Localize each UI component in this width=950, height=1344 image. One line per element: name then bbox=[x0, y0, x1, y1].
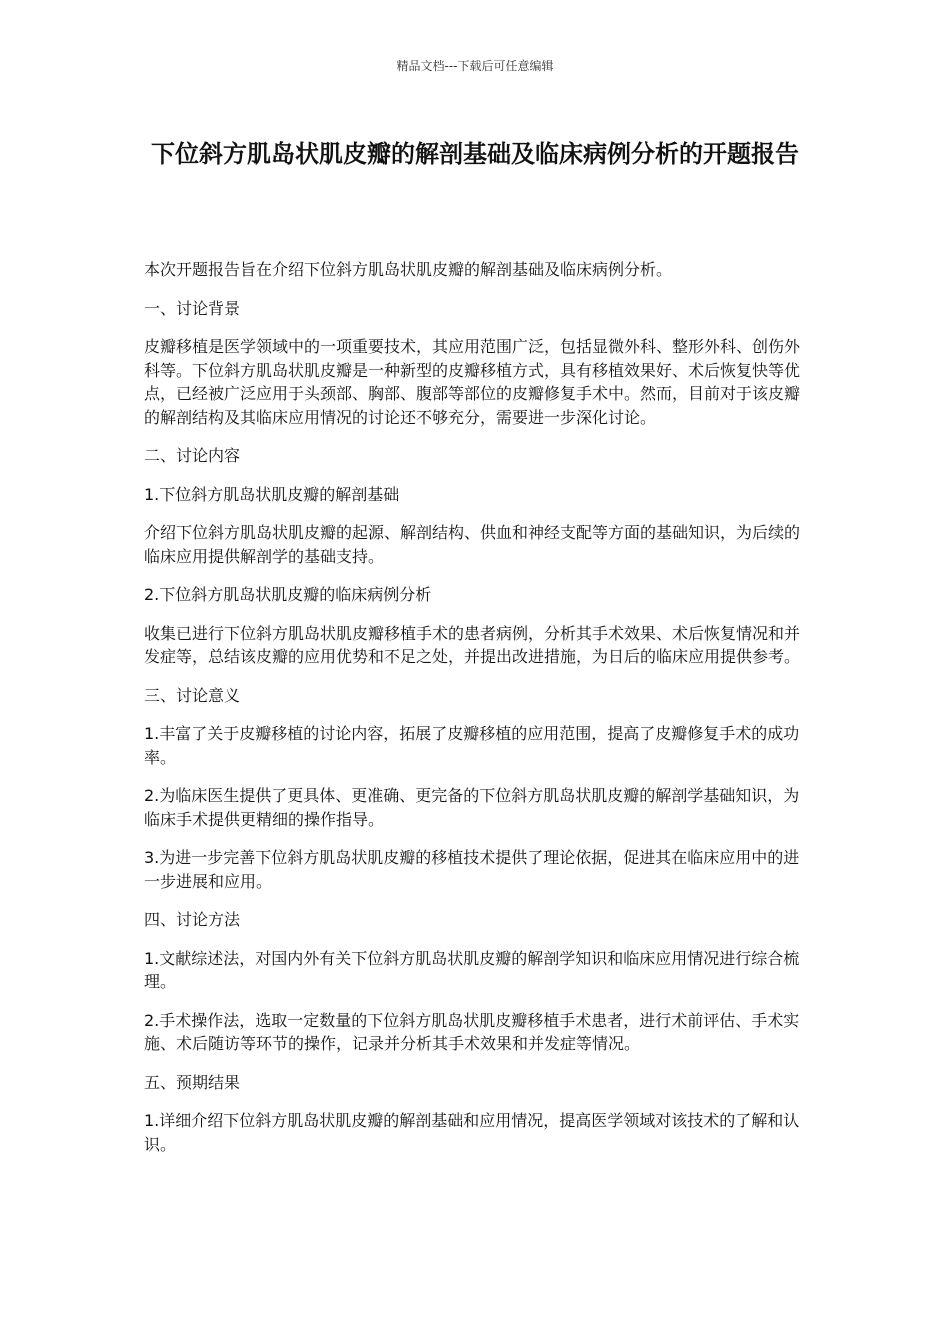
content-item-1-paragraph: 介绍下位斜方肌岛状肌皮瓣的起源、解剖结构、供血和神经支配等方面的基础知识，为后续的临床应用提供解剖学的基础支持。 bbox=[144, 523, 801, 566]
document-title: 下位斜方肌岛状肌皮瓣的解剖基础及临床病例分析的开题报告 bbox=[151, 140, 799, 168]
content-item-2-heading: 2.下位斜方肌岛状肌皮瓣的临床病例分析 bbox=[144, 585, 432, 604]
section-heading-expected-results: 五、预期结果 bbox=[144, 1072, 241, 1092]
section-heading-background: 一、讨论背景 bbox=[144, 298, 241, 318]
significance-item-1: 1.丰富了关于皮瓣移植的讨论内容，拓展了皮瓣移植的应用范围，提高了皮瓣修复手术的成功率。 bbox=[144, 724, 800, 767]
document-body bbox=[144, 258, 808, 1171]
section-heading-content: 二、讨论内容 bbox=[144, 446, 241, 465]
significance-item-2: 2.为临床医生提供了更具体、更准确、更完备的下位斜方肌岛状肌皮瓣的解剖学基础知识，为临床手术提供更精细的操作指导。 bbox=[144, 786, 800, 829]
expected-results-item-1: 1.详细介绍下位斜方肌岛状肌皮瓣的解剖基础和应用情况，提高医学领域对该技术的了解和认识。 bbox=[144, 1111, 800, 1154]
significance-item-3: 3.为进一步完善下位斜方肌岛状肌皮瓣的移植技术提供了理论依据，促进其在临床应用中的进一步进展和应用。 bbox=[144, 848, 800, 891]
background-paragraph: 皮瓣移植是医学领域中的一项重要技术，其应用范围广泛，包括显微外科、整形外科、创伤外科等。下位斜方肌岛状肌皮瓣是一种新型的皮瓣移植方式，具有移植效果好、术后恢复快等优点，已经被广泛应用于头颈部、胸部、腹部等部位的皮瓣修复手术中。然而，目前对于该皮瓣的解剖结构及其临床应用情况的讨论还不够充分，需要进一步深化讨论。 bbox=[144, 337, 801, 427]
intro-paragraph: 本次开题报告旨在介绍下位斜方肌岛状肌皮瓣的解剖基础及临床病例分析。 bbox=[144, 260, 673, 279]
header-note: 精品文档---下载后可任意编辑 bbox=[396, 59, 554, 73]
section-heading-significance: 三、讨论意义 bbox=[144, 685, 241, 705]
content-item-2-paragraph: 收集已进行下位斜方肌岛状肌皮瓣移植手术的患者病例，分析其手术效果、术后恢复情况和并发症等，总结该皮瓣的应用优势和不足之处，并提出改进措施，为日后的临床应用提供参考。 bbox=[144, 623, 801, 666]
methods-item-2: 2.手术操作法，选取一定数量的下位斜方肌岛状肌皮瓣移植手术患者，进行术前评估、手术实施、术后随访等环节的操作，记录并分析其手术效果和并发症等情况。 bbox=[144, 1010, 800, 1053]
section-heading-methods: 四、讨论方法 bbox=[144, 910, 241, 929]
methods-item-1: 1.文献综述法，对国内外有关下位斜方肌岛状肌皮瓣的解剖学知识和临床应用情况进行综合梳理。 bbox=[144, 948, 800, 991]
content-item-1-heading: 1.下位斜方肌岛状肌皮瓣的解剖基础 bbox=[144, 484, 400, 504]
